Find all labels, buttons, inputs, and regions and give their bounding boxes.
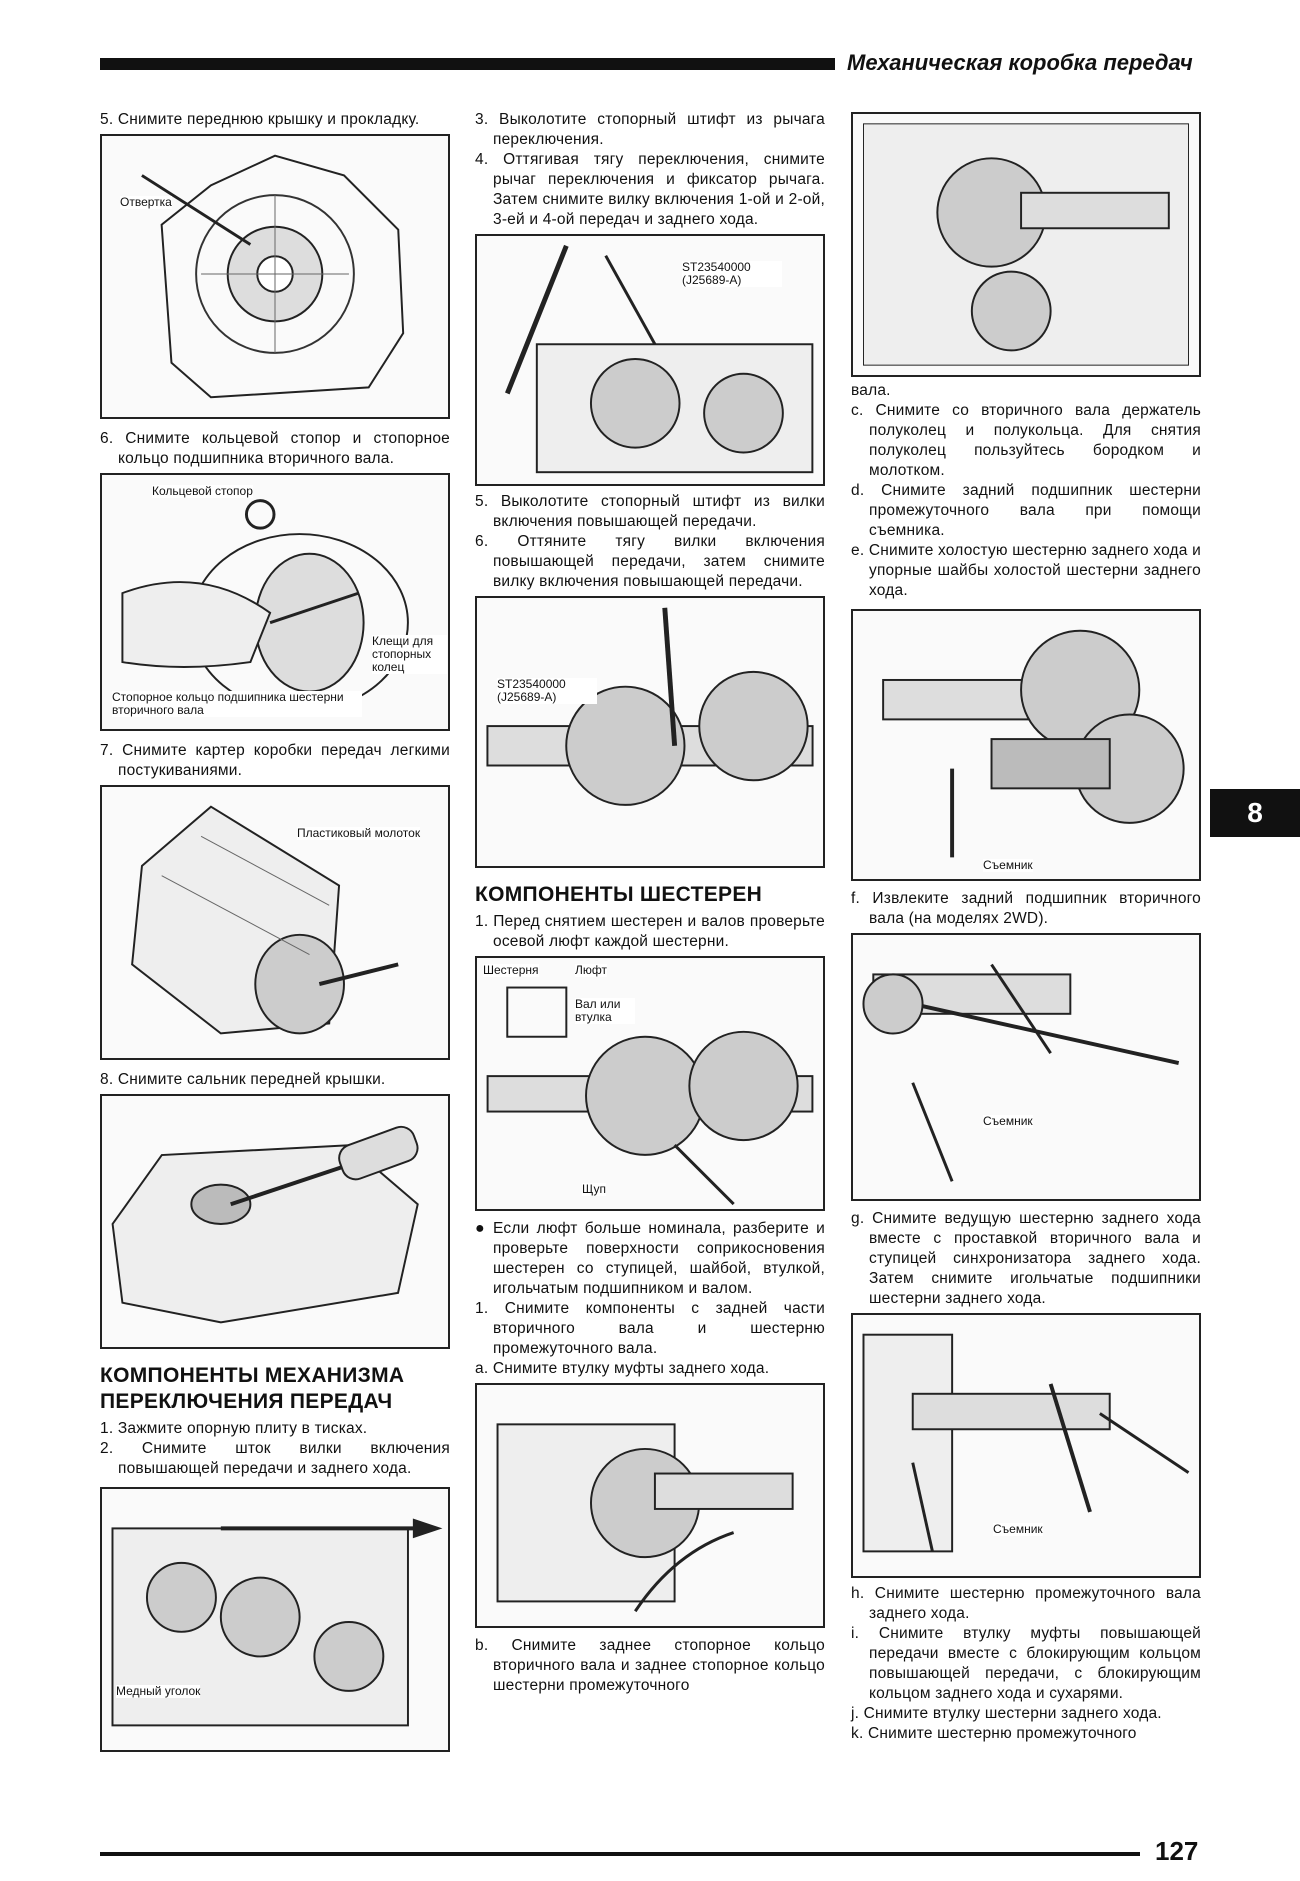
footer-rule	[100, 1852, 1140, 1856]
figure-puller-2	[851, 933, 1201, 1201]
header-rule	[100, 58, 835, 70]
figure-label: Люфт	[575, 963, 607, 977]
end-play-illustration	[477, 958, 823, 1209]
figure-label: Клещи для стопорных колец	[372, 635, 447, 674]
figure-label: Кольцевой стопор	[152, 484, 253, 498]
figure-front-cover	[100, 134, 450, 419]
column-1	[100, 110, 450, 1752]
step-4: 4. Оттягивая тягу переключения, снимите рычаг переключения и фиксатор рычага. Затем снимите вилку включения 1-ой и 2-ой, 3-ей и 4-ой передач и заднего хода.	[475, 151, 825, 228]
bullet-note	[475, 1219, 825, 1299]
figure-puller-1	[851, 609, 1201, 881]
step-6: 6. Оттяните тягу вилки включения повышающей передачи, затем снимите вилку включения повышающей передачи.	[475, 533, 825, 590]
step-8: 8. Снимите сальник передней крышки.	[100, 1071, 386, 1088]
figure-label: Съемник	[993, 1522, 1043, 1536]
figure-sleeve	[475, 1383, 825, 1628]
figure-label: Съемник	[983, 858, 1033, 872]
step-1b: 1. Снимите компоненты с задней части вторичного вала и шестерню промежуточного вала.	[475, 1300, 825, 1357]
step-3: 3. Выколотите стопорный штифт из рычага переключения.	[475, 111, 825, 148]
bullet-text: Если люфт больше номинала, разберите и проверьте поверхности соприкосновения шестерен со ступицей, шайбой, втулкой, игольчатым подшипником и валом.	[493, 1220, 825, 1297]
page-number: 127	[1155, 1836, 1199, 1866]
step-2: 2. Снимите шток вилки включения повышающей передачи и заднего хода.	[100, 1440, 450, 1477]
figure-label: Пластиковый молоток	[297, 826, 421, 840]
figure-label: Щуп	[582, 1182, 607, 1196]
puller-3-illustration	[853, 1315, 1199, 1576]
overdrive-fork-illustration	[477, 598, 823, 866]
step-1: 1. Зажмите опорную плиту в тисках.	[100, 1420, 368, 1437]
figure-label: Съемник	[983, 1114, 1033, 1128]
step-f: f. Извлеките задний подшипник вторичного вала (на моделях 2WD).	[851, 890, 1201, 927]
figure-shift-rod	[100, 1487, 450, 1752]
sleeve-illustration	[477, 1385, 823, 1626]
step-i: i. Снимите втулку муфты повышающей передачи вместе с блокирующим кольцом повышающей передачи, с блокирующим кольцом заднего хода и сухарями.	[851, 1625, 1201, 1702]
step-k: k. Снимите шестерню промежуточного	[851, 1725, 1137, 1742]
column-3	[851, 110, 1201, 1744]
figure-snap-ring	[100, 473, 450, 731]
bullet-icon: ●	[475, 1220, 485, 1237]
section-heading-gear-components: КОМПОНЕНТЫ ШЕСТЕРЕН	[475, 883, 763, 906]
column-2	[475, 110, 825, 1696]
step-7: 7. Снимите картер коробки передач легкими постукиваниями.	[100, 742, 450, 779]
special-tool-label: ST23540000 (J25689-A)	[497, 678, 597, 704]
step-c: c. Снимите со вторичного вала держатель полуколец и полукольца. Для снятия полуколец пользуйтесь бородком и молотком.	[851, 402, 1201, 479]
figure-shaft-top	[851, 112, 1201, 377]
figure-shift-lever	[475, 234, 825, 486]
step-b: b. Снимите заднее стопорное кольцо вторичного вала и заднее стопорное кольцо шестерни промежуточного	[475, 1637, 825, 1694]
step-h: h. Снимите шестерню промежуточного вала заднего хода.	[851, 1585, 1201, 1622]
step-d: d. Снимите задний подшипник шестерни промежуточного вала при помощи съемника.	[851, 482, 1201, 539]
page-header-title: Механическая коробка передач	[847, 50, 1193, 75]
figure-overdrive-fork	[475, 596, 825, 868]
step-j: j. Снимите втулку шестерни заднего хода.	[851, 1705, 1162, 1722]
front-seal-illustration	[102, 1096, 448, 1347]
figure-label: Медный уголок	[116, 1684, 201, 1698]
step-5: 5. Выколотите стопорный штифт из вилки включения повышающей передачи.	[475, 493, 825, 530]
figure-front-seal	[100, 1094, 450, 1349]
step-e: e. Снимите холостую шестерню заднего хода и упорные шайбы холостой шестерни заднего хода.	[851, 542, 1201, 599]
figure-label: Вал или втулка	[575, 998, 635, 1024]
step-1: 1. Перед снятием шестерен и валов проверьте осевой люфт каждой шестерни.	[475, 913, 825, 950]
puller-2-illustration	[853, 935, 1199, 1199]
special-tool-label: ST23540000 (J25689-A)	[682, 261, 782, 287]
figure-label: Шестерня	[483, 963, 539, 977]
chapter-tab: 8	[1210, 789, 1300, 837]
step-5: 5. Снимите переднюю крышку и прокладку.	[100, 111, 420, 128]
front-cover-illustration	[102, 136, 448, 417]
step-a: a. Снимите втулку муфты заднего хода.	[475, 1360, 770, 1377]
step-6: 6. Снимите кольцевой стопор и стопорное кольцо подшипника вторичного вала.	[100, 430, 450, 467]
continuation-text: вала.	[851, 382, 891, 399]
figure-label: Стопорное кольцо подшипника шестерни вторичного вала	[112, 691, 362, 717]
shaft-top-illustration	[853, 114, 1199, 375]
figure-label: Отвертка	[120, 195, 172, 209]
figure-end-play	[475, 956, 825, 1211]
step-g: g. Снимите ведущую шестерню заднего хода вместе с проставкой вторичного вала и ступицей синхронизатора заднего хода. Затем снимите игольчатые подшипники шестерни заднего хода.	[851, 1210, 1201, 1307]
figure-transmission-case	[100, 785, 450, 1060]
section-heading-shift-mechanism: КОМПОНЕНТЫ МЕХАНИЗМА ПЕРЕКЛЮЧЕНИЯ ПЕРЕДАЧ	[100, 1364, 405, 1413]
shift-rod-illustration	[102, 1489, 448, 1750]
puller-1-illustration	[853, 611, 1199, 879]
figure-puller-3	[851, 1313, 1201, 1578]
